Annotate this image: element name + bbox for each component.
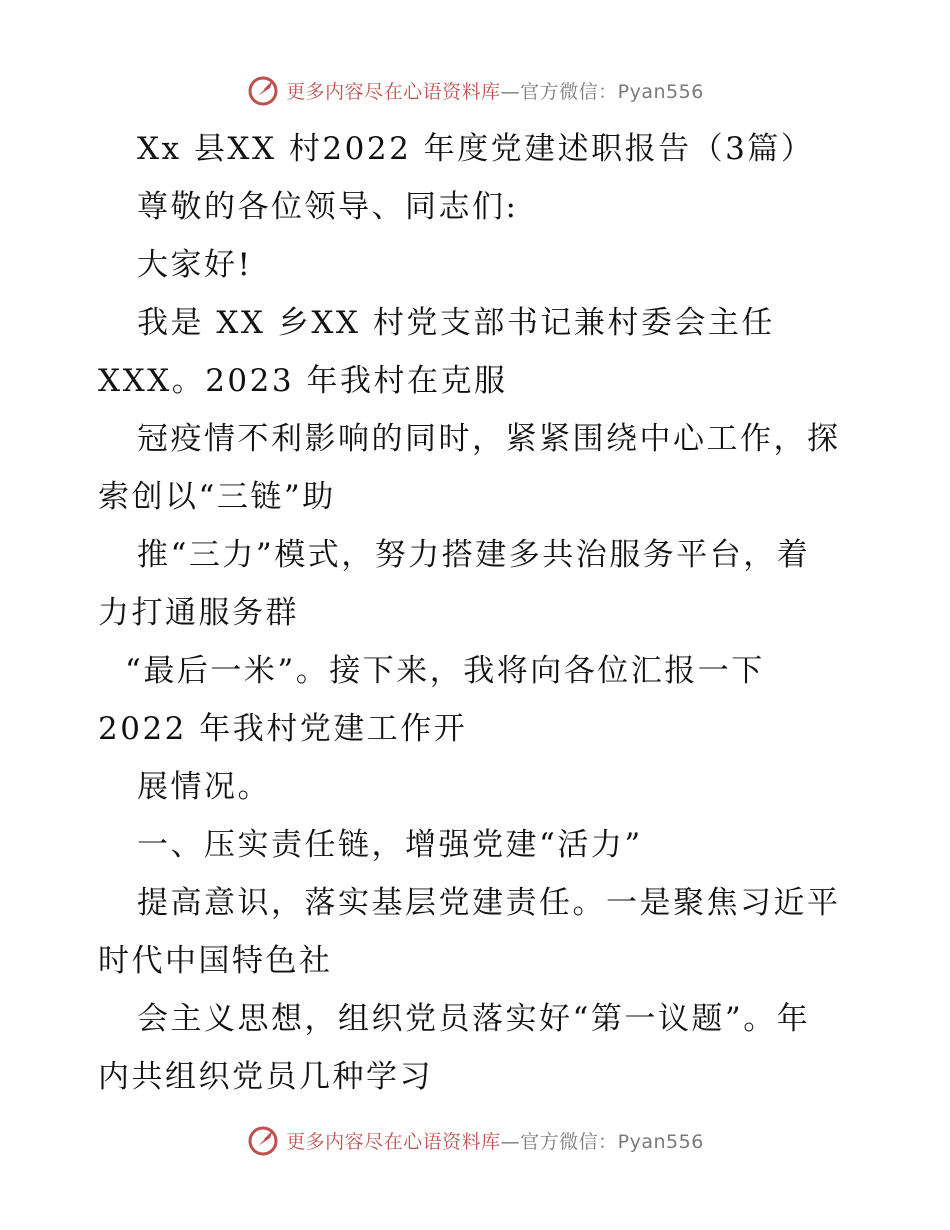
paragraph-line: 展情况。 bbox=[137, 769, 271, 805]
paragraph-line: 会主义思想，组织党员落实好“第一议题”。年 bbox=[137, 1001, 811, 1037]
document-body bbox=[0, 120, 950, 1106]
paragraph-line: 力打通服务群 bbox=[98, 595, 299, 631]
quill-circle-logo-icon bbox=[246, 73, 280, 107]
paragraph-line: 内共组织党员几种学习 bbox=[98, 1059, 433, 1095]
document-title: Xx 县XX 村2022 年度党建述职报告（3篇） bbox=[137, 131, 815, 167]
paragraph-line: 我是 XX 乡XX 村党支部书记兼村委会主任 bbox=[137, 305, 775, 341]
paragraph-line: 索创以“三链”助 bbox=[98, 479, 336, 515]
paragraph-line: 推“三力”模式，努力搭建多共治服务平台，着 bbox=[137, 537, 811, 573]
banner-text-grey: —官方微信：Pyan556 bbox=[500, 80, 704, 103]
header-banner bbox=[0, 70, 950, 110]
banner-text-red: 更多内容尽在心语资料库 bbox=[286, 1130, 501, 1153]
footer-banner bbox=[0, 1120, 950, 1160]
paragraph-line: XXX。2023 年我村在克服 bbox=[98, 363, 508, 399]
banner-text bbox=[286, 77, 704, 104]
paragraph-line: 2022 年我村党建工作开 bbox=[98, 711, 468, 747]
banner-text-red: 更多内容尽在心语资料库 bbox=[286, 80, 501, 103]
greeting: 大家好! bbox=[137, 247, 253, 283]
banner-text bbox=[286, 1127, 704, 1154]
banner-text-grey: —官方微信：Pyan556 bbox=[500, 1130, 704, 1153]
salutation: 尊敬的各位领导、同志们: bbox=[137, 189, 519, 225]
section-heading: 一、压实责任链，增强党建“活力” bbox=[137, 827, 643, 863]
paragraph-line: 时代中国特色社 bbox=[98, 943, 333, 979]
paragraph-line: “最后一米”。接下来，我将向各位汇报一下 bbox=[125, 653, 765, 689]
paragraph-line: 冠疫情不利影响的同时，紧紧围绕中心工作，探 bbox=[137, 421, 841, 457]
quill-circle-logo-icon bbox=[246, 1123, 280, 1157]
paragraph-line: 提高意识，落实基层党建责任。一是聚焦习近平 bbox=[137, 885, 841, 921]
